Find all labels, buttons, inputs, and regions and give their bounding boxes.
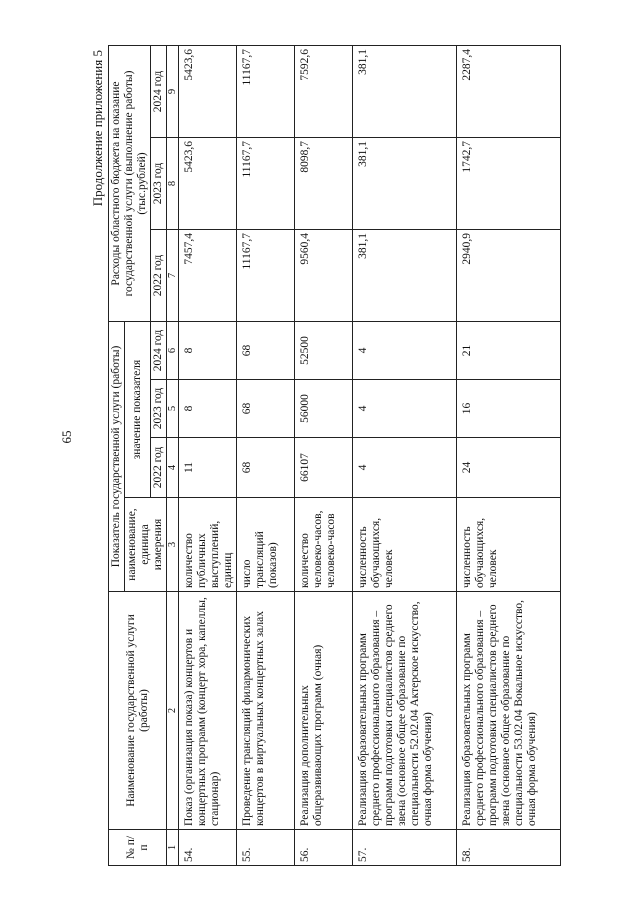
service-name: Показ (организация показа) концертов и концертных программ (концерт хора, капеллы, стационар): [179, 592, 237, 830]
service-name: Проведение трансляций филармонических концертов в виртуальных концертных залах: [237, 592, 295, 830]
value-2024: 8: [179, 322, 237, 380]
budget-2022: 11167,7: [237, 230, 295, 322]
header-indicator-name: наименование, единица измерения: [125, 498, 167, 592]
value-2023: 8: [179, 380, 237, 438]
column-index: 5: [167, 380, 179, 438]
row-number: 58.: [457, 830, 561, 866]
value-2022: 11: [179, 438, 237, 498]
row-number: 54.: [179, 830, 237, 866]
budget-2024: 7592,6: [295, 46, 353, 138]
header-budget-2023: 2023 год: [151, 138, 167, 230]
budget-2024: 2287,4: [457, 46, 561, 138]
budget-2023: 5423,6: [179, 138, 237, 230]
budget-2022: 7457,4: [179, 230, 237, 322]
indicator-name: количество человеко-часов, человеко-часов: [295, 498, 353, 592]
value-2024: 4: [353, 322, 457, 380]
table-row: [295, 46, 353, 866]
budget-2024: 11167,7: [237, 46, 295, 138]
indicator-name: число трансляций (показов): [237, 498, 295, 592]
table-row: [237, 46, 295, 866]
value-2023: 56000: [295, 380, 353, 438]
value-2022: 24: [457, 438, 561, 498]
service-name: Реализация образовательных программ среднего профессионального образования – программ подготовки специалистов среднего звена (основное общее образование по специальности 52.02.04 Актерское искусство, очная форма обучения): [353, 592, 457, 830]
row-number: 55.: [237, 830, 295, 866]
column-index: 2: [167, 592, 179, 830]
value-2024: 68: [237, 322, 295, 380]
value-2023: 16: [457, 380, 561, 438]
value-2022: 4: [353, 438, 457, 498]
header-indicator-value: значение показателя: [125, 322, 151, 498]
column-index: 8: [167, 138, 179, 230]
value-2022: 68: [237, 438, 295, 498]
indicator-name: численность обучающихся, человек: [457, 498, 561, 592]
table-header: [109, 46, 179, 866]
row-number: 57.: [353, 830, 457, 866]
column-index: 9: [167, 46, 179, 138]
table-row: [353, 46, 457, 866]
header-budget-group: Расходы областного бюджета на оказание государственной услуги (выполнение работы) (тыс.рублей): [109, 46, 151, 322]
budget-2023: 11167,7: [237, 138, 295, 230]
header-budget-2022: 2022 год: [151, 230, 167, 322]
table-row: [457, 46, 561, 866]
budget-2023: 381,1: [353, 138, 457, 230]
value-2022: 66107: [295, 438, 353, 498]
services-table: [108, 45, 561, 866]
budget-2024: 5423,6: [179, 46, 237, 138]
document-sheet: [90, 46, 630, 866]
column-index: 1: [167, 830, 179, 866]
budget-2022: 381,1: [353, 230, 457, 322]
column-index: 6: [167, 322, 179, 380]
column-index: 4: [167, 438, 179, 498]
continuation-note: Продолжение приложения 5: [90, 50, 105, 207]
value-2023: 4: [353, 380, 457, 438]
header-indicator-group: Показатель государственной услуги (работы): [109, 322, 125, 592]
budget-2023: 8098,7: [295, 138, 353, 230]
budget-2023: 1742,7: [457, 138, 561, 230]
budget-2024: 381,1: [353, 46, 457, 138]
budget-2022: 2940,9: [457, 230, 561, 322]
table-row: [179, 46, 237, 866]
column-index: 7: [167, 230, 179, 322]
service-name: Реализация дополнительных общеразвивающих программ (очная): [295, 592, 353, 830]
header-col-name: Наименование государственной услуги (работы): [109, 592, 167, 830]
header-col-no: № п/п: [109, 830, 167, 866]
header-value-2024: 2024 год: [151, 322, 167, 380]
column-index: 3: [167, 498, 179, 592]
column-index-row: [167, 46, 179, 866]
header-value-2022: 2022 год: [151, 438, 167, 498]
service-name: Реализация образовательных программ среднего профессионального образования – программ подготовки специалистов среднего звена (основное общее образование по специальности 53.02.04 Вокальное искусство, очная форма обучения): [457, 592, 561, 830]
indicator-name: численность обучающихся, человек: [353, 498, 457, 592]
budget-2022: 9560,4: [295, 230, 353, 322]
header-budget-2024: 2024 год: [151, 46, 167, 138]
value-2023: 68: [237, 380, 295, 438]
value-2024: 21: [457, 322, 561, 380]
value-2024: 52500: [295, 322, 353, 380]
page-number: 65: [59, 430, 74, 444]
indicator-name: количество публичных выступлений, единиц: [179, 498, 237, 592]
header-value-2023: 2023 год: [151, 380, 167, 438]
row-number: 56.: [295, 830, 353, 866]
table-body: [179, 46, 561, 866]
